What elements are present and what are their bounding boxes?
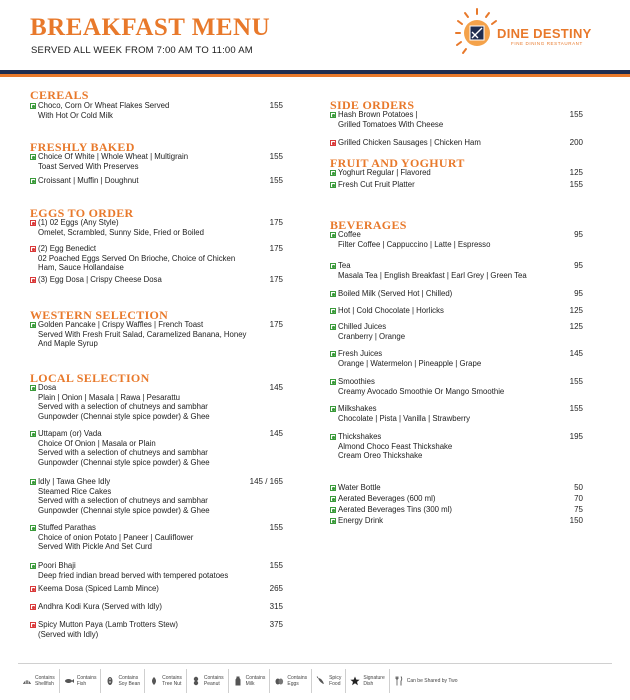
menu-item-description: Masala Tea | English Breakfast | Earl Grey | Green Tea bbox=[338, 270, 527, 280]
menu-item-description: 02 Poached Eggs Served On Brioche, Choice of Chicken Ham, Sauce Hollandaise bbox=[38, 253, 236, 273]
menu-item-name: Golden Pancake | Crispy Waffles | French Toast bbox=[38, 320, 204, 329]
legend-label: Contains Soy Bean bbox=[118, 675, 141, 687]
menu-item-description: With Hot Or Cold Milk bbox=[38, 110, 113, 120]
menu-item-name: Croissant | Muffin | Doughnut bbox=[38, 176, 139, 185]
menu-item bbox=[30, 218, 286, 237]
veg-mark-icon bbox=[330, 182, 336, 188]
legend-label: Contains Fish bbox=[76, 675, 97, 687]
menu-item-name: Hot | Cold Chocolate | Horlicks bbox=[338, 306, 444, 315]
menu-item bbox=[330, 349, 586, 368]
cutlery-icon bbox=[394, 676, 404, 686]
milk-icon bbox=[233, 676, 243, 686]
menu-item bbox=[30, 584, 286, 594]
menu-item-description: Deep fried indian bread berved with tempered potatoes bbox=[38, 570, 229, 580]
veg-mark-icon bbox=[30, 431, 36, 437]
nonveg-mark-icon bbox=[30, 220, 36, 226]
menu-item-name: Grilled Chicken Sausages | Chicken Ham bbox=[338, 138, 481, 147]
spicy-icon bbox=[316, 676, 326, 686]
menu-item-name: Thickshakes bbox=[338, 432, 382, 441]
menu-item-description: Omelet, Scrambled, Sunny Side, Fried or Boiled bbox=[38, 227, 204, 237]
menu-item-description: Almond Choco Feast Thickshake Cream Oreo Thickshake bbox=[338, 441, 453, 461]
menu-item-price: 195 bbox=[569, 432, 583, 441]
menu-item-price: 145 bbox=[269, 383, 283, 392]
legend-item bbox=[145, 669, 187, 693]
legend-label: Signature Dish bbox=[363, 675, 385, 687]
legend-item bbox=[187, 669, 229, 693]
veg-mark-icon bbox=[330, 308, 336, 314]
menu-item bbox=[30, 152, 286, 171]
menu-item bbox=[30, 620, 286, 639]
veg-mark-icon bbox=[30, 103, 36, 109]
menu-item-name: Spicy Mutton Paya (Lamb Trotters Stew) bbox=[38, 620, 178, 629]
menu-item bbox=[330, 404, 586, 423]
section-title: LOCAL SELECTION bbox=[30, 371, 150, 385]
menu-item bbox=[330, 306, 586, 316]
menu-item-price: 50 bbox=[574, 483, 583, 492]
section-title: BEVERAGES bbox=[330, 218, 407, 232]
menu-item-price: 155 bbox=[269, 176, 283, 185]
menu-item-price: 200 bbox=[569, 138, 583, 147]
menu-item-name: Andhra Kodi Kura (Served with Idly) bbox=[38, 602, 162, 611]
menu-item-price: 125 bbox=[569, 168, 583, 177]
menu-item-description: Toast Served With Preserves bbox=[38, 161, 139, 171]
menu-item-name: Tea bbox=[338, 261, 351, 270]
menu-item-description: Served With Fresh Fruit Salad, Caramelized Banana, Honey And Maple Syrup bbox=[38, 329, 247, 349]
legend-item bbox=[390, 669, 462, 693]
legend-label: Can be Shared by Two bbox=[406, 678, 458, 684]
nonveg-mark-icon bbox=[30, 604, 36, 610]
menu-item bbox=[330, 110, 586, 129]
veg-mark-icon bbox=[30, 563, 36, 569]
menu-item bbox=[30, 477, 286, 515]
menu-item-description: Chocolate | Pista | Vanilla | Strawberry bbox=[338, 413, 471, 423]
menu-item bbox=[330, 432, 586, 461]
menu-item-name: (2) Egg Benedict bbox=[38, 244, 97, 253]
menu-item-price: 155 bbox=[269, 523, 283, 532]
footer-divider bbox=[18, 663, 612, 664]
menu-item bbox=[330, 494, 586, 504]
menu-item-price: 155 bbox=[269, 561, 283, 570]
menu-item-name: Keema Dosa (Spiced Lamb Mince) bbox=[38, 584, 159, 593]
section-title: FRESHLY BAKED bbox=[30, 140, 135, 154]
menu-item-price: 175 bbox=[269, 275, 283, 284]
section-title: FRUIT AND YOGHURT bbox=[330, 156, 465, 170]
signature-star-icon bbox=[350, 676, 360, 686]
menu-item-description: Plain | Onion | Masala | Rawa | Pesarattu Served with a selection of chutneys and sambhar Gunpowder (Chennai style spice powder) & Ghee bbox=[38, 392, 210, 421]
legend-item bbox=[346, 669, 389, 693]
veg-mark-icon bbox=[330, 324, 336, 330]
menu-item-name: Fresh Juices bbox=[338, 349, 383, 358]
logo-name: DINE DESTINY bbox=[497, 26, 592, 41]
legend-item bbox=[312, 669, 346, 693]
menu-item-name: Aerated Beverages (600 ml) bbox=[338, 494, 436, 503]
menu-item-name: Hash Brown Potatoes | bbox=[338, 110, 418, 119]
menu-item-name: Dosa bbox=[38, 383, 57, 392]
logo-tagline: FINE DINING RESTAURANT bbox=[511, 41, 583, 46]
menu-item-price: 375 bbox=[269, 620, 283, 629]
legend-item bbox=[229, 669, 271, 693]
menu-item bbox=[330, 377, 586, 396]
soy-bean-icon bbox=[105, 676, 115, 686]
menu-item-description: Steamed Rice Cakes Served with a selection of chutneys and sambhar Gunpowder (Chennai style spice powder) & Ghee bbox=[38, 486, 210, 515]
veg-mark-icon bbox=[330, 406, 336, 412]
menu-item-name: Poori Bhaji bbox=[38, 561, 76, 570]
menu-item bbox=[30, 244, 286, 273]
nonveg-mark-icon bbox=[30, 246, 36, 252]
legend-label: Contains Eggs bbox=[287, 675, 308, 687]
veg-mark-icon bbox=[330, 263, 336, 269]
menu-item-name: Choco, Corn Or Wheat Flakes Served bbox=[38, 101, 170, 110]
menu-item-name: Choice Of White | Whole Wheat | Multigrain bbox=[38, 152, 189, 161]
menu-item-description: (Served with Idly) bbox=[38, 629, 99, 639]
menu-item bbox=[330, 261, 586, 280]
menu-item bbox=[30, 429, 286, 467]
menu-item-price: 155 bbox=[269, 152, 283, 161]
menu-item bbox=[30, 275, 286, 285]
menu-item-name: Coffee bbox=[338, 230, 361, 239]
menu-item-name: Milkshakes bbox=[338, 404, 377, 413]
veg-mark-icon bbox=[330, 291, 336, 297]
legend-label: Spicy Food bbox=[329, 675, 342, 687]
menu-item-price: 155 bbox=[569, 404, 583, 413]
menu-item-description: Orange | Watermelon | Pineapple | Grape bbox=[338, 358, 482, 368]
veg-mark-icon bbox=[330, 112, 336, 118]
section-title: CEREALS bbox=[30, 88, 89, 102]
menu-item bbox=[330, 322, 586, 341]
menu-item-price: 155 bbox=[269, 101, 283, 110]
section-title: SIDE ORDERS bbox=[330, 98, 415, 112]
veg-mark-icon bbox=[330, 434, 336, 440]
menu-item bbox=[30, 561, 286, 580]
veg-mark-icon bbox=[330, 379, 336, 385]
veg-mark-icon bbox=[330, 496, 336, 502]
menu-header bbox=[0, 0, 630, 70]
tree-nut-icon bbox=[149, 676, 159, 686]
menu-item-name: (3) Egg Dosa | Crispy Cheese Dosa bbox=[38, 275, 162, 284]
veg-mark-icon bbox=[330, 170, 336, 176]
menu-item bbox=[30, 523, 286, 552]
menu-item-price: 145 / 165 bbox=[249, 477, 283, 486]
menu-item bbox=[30, 176, 286, 186]
legend-item bbox=[18, 669, 60, 693]
legend-label: Contains Milk bbox=[245, 675, 266, 687]
eggs-icon bbox=[274, 676, 284, 686]
section-title: WESTERN SELECTION bbox=[30, 308, 169, 322]
menu-item-name: Yoghurt Regular | Flavored bbox=[338, 168, 431, 177]
menu-item bbox=[330, 289, 586, 299]
header-divider-orange bbox=[0, 74, 630, 77]
menu-item-name: Idly | Tawa Ghee Idly bbox=[38, 477, 111, 486]
nonveg-mark-icon bbox=[330, 140, 336, 146]
veg-mark-icon bbox=[30, 525, 36, 531]
menu-item bbox=[330, 505, 586, 515]
menu-item-price: 145 bbox=[569, 349, 583, 358]
menu-item bbox=[330, 483, 586, 493]
menu-item-price: 70 bbox=[574, 494, 583, 503]
nonveg-mark-icon bbox=[30, 277, 36, 283]
veg-mark-icon bbox=[330, 485, 336, 491]
restaurant-logo bbox=[455, 8, 615, 56]
menu-item-description: Choice Of Onion | Masala or Plain Served with a selection of chutneys and sambhar Gunpowder (Chennai style spice powder) & Ghee bbox=[38, 438, 210, 467]
menu-item bbox=[330, 230, 586, 249]
menu-item-price: 95 bbox=[574, 230, 583, 239]
veg-mark-icon bbox=[330, 518, 336, 524]
menu-item-name: Uttapam (or) Vada bbox=[38, 429, 102, 438]
menu-item-price: 145 bbox=[269, 429, 283, 438]
menu-item bbox=[30, 101, 286, 120]
menu-item-name: Aerated Beverages Tins (300 ml) bbox=[338, 505, 452, 514]
menu-item-price: 75 bbox=[574, 505, 583, 514]
menu-item bbox=[330, 138, 586, 148]
nonveg-mark-icon bbox=[30, 586, 36, 592]
fish-icon bbox=[64, 676, 74, 686]
menu-item-name: Water Bottle bbox=[338, 483, 381, 492]
menu-item bbox=[330, 168, 586, 178]
menu-item-name: Smoothies bbox=[338, 377, 375, 386]
legend-label: Contains Shellfish bbox=[35, 675, 55, 687]
menu-item-description: Filter Coffee | Cappuccino | Latte | Espresso bbox=[338, 239, 491, 249]
menu-item-description: Cranberry | Orange bbox=[338, 331, 406, 341]
veg-mark-icon bbox=[330, 232, 336, 238]
menu-item bbox=[30, 320, 286, 349]
menu-item-description: Creamy Avocado Smoothie Or Mango Smoothie bbox=[338, 386, 505, 396]
menu-item-price: 175 bbox=[269, 244, 283, 253]
menu-item bbox=[30, 602, 286, 612]
nonveg-mark-icon bbox=[30, 622, 36, 628]
menu-item-description: Choice of onion Potato | Paneer | Cauliflower Served With Pickle And Set Curd bbox=[38, 532, 194, 552]
menu-item-price: 315 bbox=[269, 602, 283, 611]
menu-item-price: 155 bbox=[569, 377, 583, 386]
menu-item-price: 95 bbox=[574, 261, 583, 270]
menu-item-price: 95 bbox=[574, 289, 583, 298]
veg-mark-icon bbox=[30, 154, 36, 160]
menu-item-name: Stuffed Parathas bbox=[38, 523, 96, 532]
legend-item bbox=[270, 669, 312, 693]
serving-hours: SERVED ALL WEEK FROM 7:00 AM TO 11:00 AM bbox=[31, 45, 253, 56]
veg-mark-icon bbox=[30, 322, 36, 328]
menu-item-price: 150 bbox=[569, 516, 583, 525]
menu-item-name: Energy Drink bbox=[338, 516, 384, 525]
peanut-icon bbox=[191, 676, 201, 686]
menu-item-price: 155 bbox=[569, 110, 583, 119]
menu-item-name: Fresh Cut Fruit Platter bbox=[338, 180, 415, 189]
menu-item bbox=[330, 516, 586, 526]
veg-mark-icon bbox=[330, 351, 336, 357]
logo-sun-icon bbox=[455, 8, 499, 56]
legend-item bbox=[101, 669, 145, 693]
menu-item-price: 265 bbox=[269, 584, 283, 593]
legend-item bbox=[60, 669, 102, 693]
legend-label: Contains Tree Nut bbox=[162, 675, 182, 687]
menu-item-description: Grilled Tomatoes With Cheese bbox=[338, 119, 444, 129]
section-title: EGGS TO ORDER bbox=[30, 206, 134, 220]
menu-item-price: 155 bbox=[569, 180, 583, 189]
allergen-legend bbox=[18, 668, 618, 694]
menu-item-name: Chilled Juices bbox=[338, 322, 387, 331]
veg-mark-icon bbox=[30, 178, 36, 184]
menu-item-price: 175 bbox=[269, 218, 283, 227]
menu-item-price: 125 bbox=[569, 322, 583, 331]
menu-item bbox=[330, 180, 586, 190]
veg-mark-icon bbox=[30, 385, 36, 391]
shellfish-icon bbox=[22, 676, 32, 686]
legend-label: Contains Peanut bbox=[203, 675, 224, 687]
menu-item bbox=[30, 383, 286, 421]
veg-mark-icon bbox=[330, 507, 336, 513]
menu-item-name: (1) 02 Eggs (Any Style) bbox=[38, 218, 119, 227]
page-title: BREAKFAST MENU bbox=[30, 14, 271, 41]
veg-mark-icon bbox=[30, 479, 36, 485]
menu-item-price: 125 bbox=[569, 306, 583, 315]
menu-item-name: Boiled Milk (Served Hot | Chilled) bbox=[338, 289, 453, 298]
menu-item-price: 175 bbox=[269, 320, 283, 329]
